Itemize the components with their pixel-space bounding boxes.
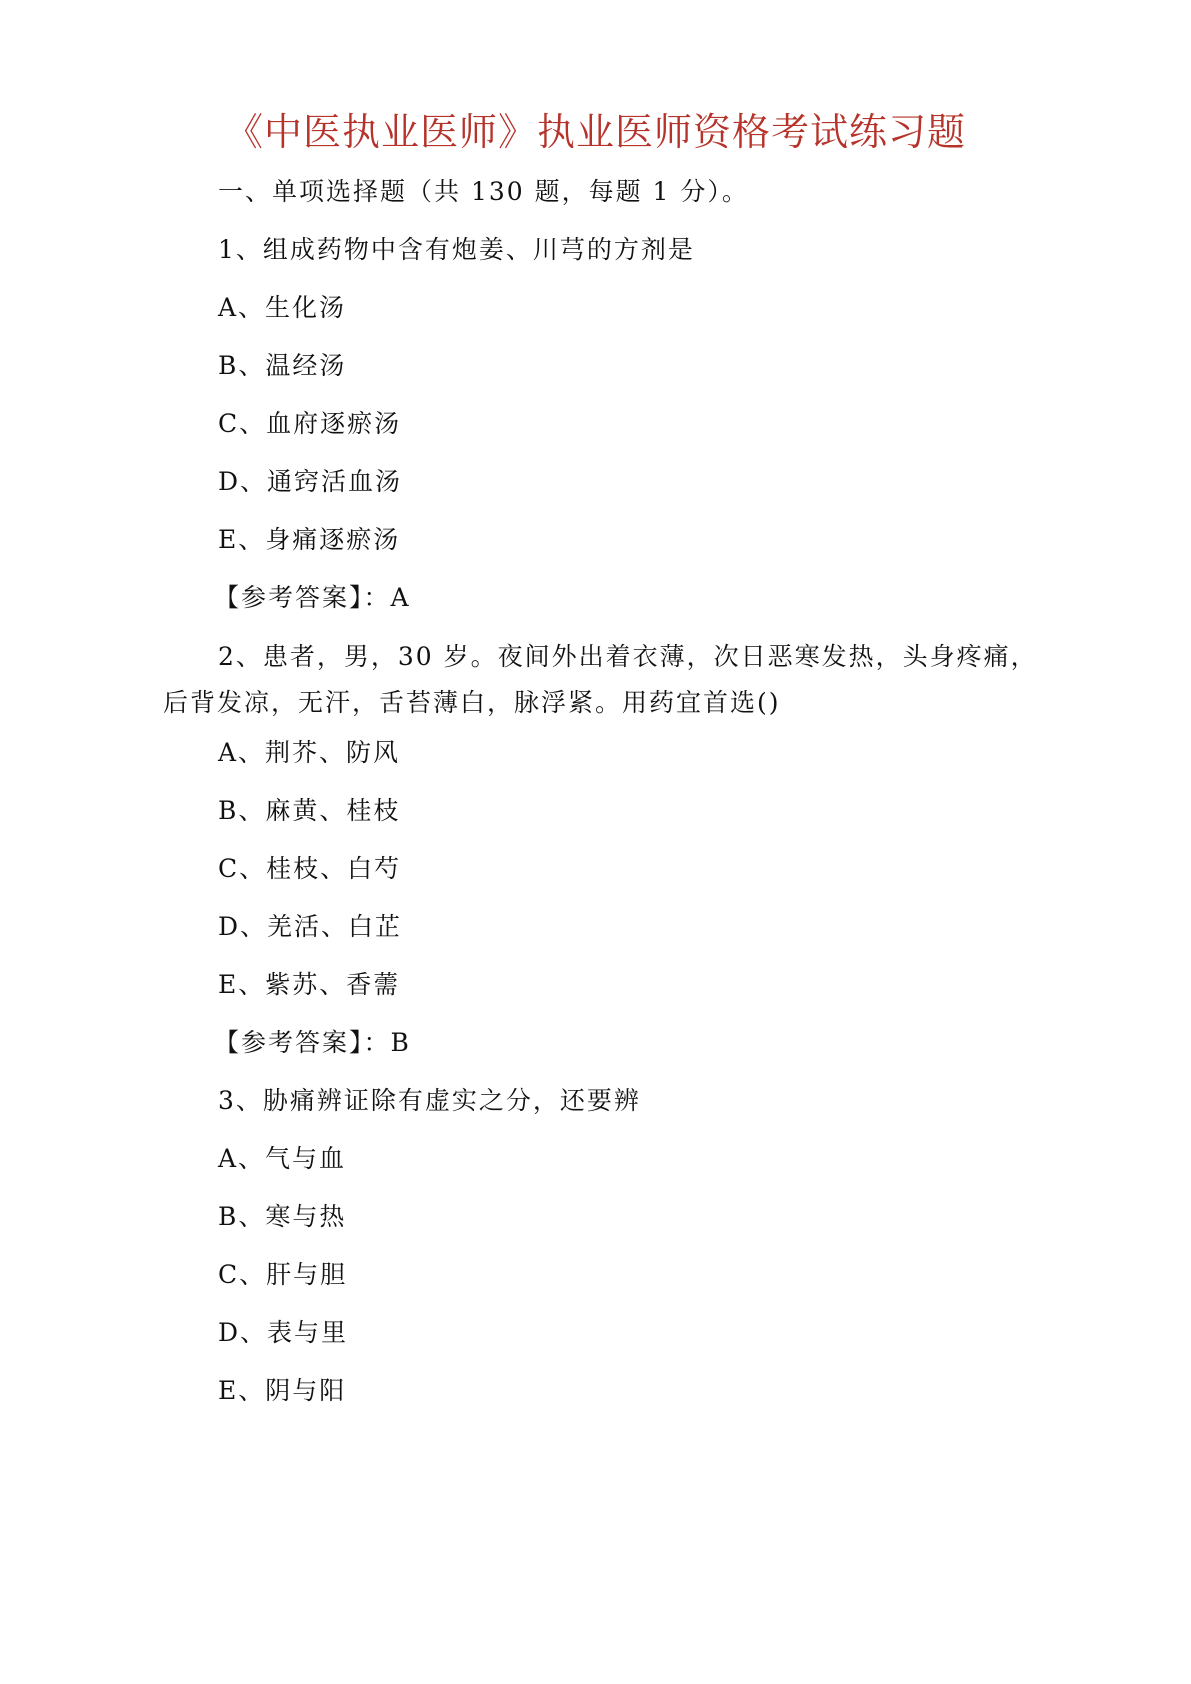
- question-1-option-a: A、生化汤: [218, 293, 347, 322]
- question-1-option-b: B、温经汤: [218, 351, 347, 380]
- question-1-option-e: E、身痛逐瘀汤: [218, 525, 401, 554]
- question-2-stem: [163, 634, 1063, 726]
- question-3-option-c: C、肝与胆: [218, 1260, 348, 1289]
- question-2-option-d: D、羌活、白芷: [218, 912, 403, 941]
- question-2-option-b: B、麻黄、桂枝: [218, 796, 401, 825]
- question-1-option-c: C、血府逐瘀汤: [218, 409, 402, 438]
- question-3-option-e: E、阴与阳: [218, 1376, 347, 1405]
- question-3-option-b: B、寒与热: [218, 1202, 347, 1231]
- question-2-option-a: A、荆芥、防风: [218, 738, 401, 767]
- question-2-stem-line-1: 2、患者，男，30 岁。夜间外出着衣薄，次日恶寒发热，头身疼痛，: [218, 642, 1038, 671]
- question-2-option-e: E、紫苏、香薷: [218, 970, 401, 999]
- question-2-stem-line-2: 后背发凉，无汗，舌苔薄白，脉浮紧。用药宜首选(): [163, 688, 781, 717]
- question-1-option-d: D、通窍活血汤: [218, 467, 403, 496]
- document-title: 《中医执业医师》执业医师资格考试练习题: [224, 110, 966, 154]
- question-3-option-d: D、表与里: [218, 1318, 349, 1347]
- question-2-option-c: C、桂枝、白芍: [218, 854, 402, 883]
- question-2-answer: 【参考答案】：B: [214, 1028, 411, 1057]
- question-3-option-a: A、气与血: [218, 1144, 347, 1173]
- question-1-answer: 【参考答案】：A: [214, 583, 411, 612]
- section-heading: 一、单项选择题（共 130 题，每题 1 分）。: [218, 177, 749, 206]
- question-1-stem: 1、组成药物中含有炮姜、川芎的方剂是: [218, 235, 695, 264]
- question-3-stem: 3、胁痛辨证除有虚实之分，还要辨: [218, 1086, 641, 1115]
